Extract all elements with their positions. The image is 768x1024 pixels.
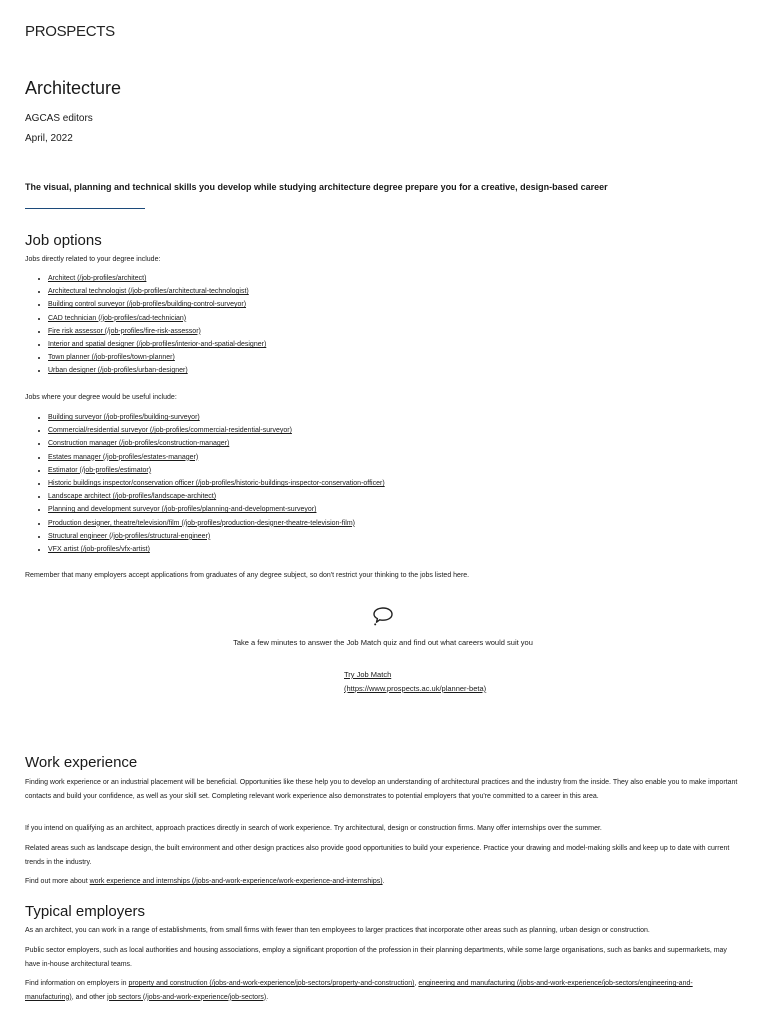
list-item [48,503,385,516]
job-sectors-link[interactable]: job sectors (/jobs-and-work-experience/job-sectors) [107,993,267,1001]
job-link[interactable]: Construction manager (/job-profiles/construction-manager) [48,440,230,448]
direct-jobs-intro: Jobs directly related to your degree include: [25,256,161,263]
typical-employers-heading: Typical employers [25,903,146,920]
work-experience-paragraph [25,875,741,889]
list-item [48,325,266,338]
property-construction-link[interactable]: property and construction (/jobs-and-work-experience/job-sectors/property-and-construction) [128,980,415,987]
job-link[interactable]: Fire risk assessor (/job-profiles/fire-risk-assessor) [48,327,201,335]
text: Find out more about [25,878,90,885]
text: . [266,993,269,1001]
list-item [48,490,385,503]
engineering-manufacturing-link[interactable]: engineering and manufacturing (/jobs-and-work-experience/job-sectors/engineering-and-manufacturing) [25,980,693,1001]
article-date: April, 2022 [25,133,73,144]
list-item [48,312,266,325]
title-divider [25,208,145,209]
job-link[interactable]: Estates manager (/job-profiles/estates-manager) [48,453,199,461]
list-item [48,477,385,490]
prospects-logo[interactable]: PROSPECTS [25,23,115,40]
text: Find information on employers in [25,980,129,987]
work-experience-paragraph: Related areas such as landscape design, the built environment and other design practices also provide good opportunities to build your experience. Practice your drawing and model-making skills and keep up to date with current trends in the industry. [25,845,730,866]
try-job-match-link[interactable]: Try Job Match (https://www.prospects.ac.uk/planner-beta) [344,670,487,693]
job-link[interactable]: Planning and development surveyor (/job-profiles/planning-and-development-surveyor) [48,506,317,514]
list-item [48,364,266,377]
article-lead: The visual, planning and technical skills you develop while studying architecture degree prepare you for a creative, design-based career [25,182,608,192]
useful-jobs-intro: Jobs where your degree would be useful include: [25,394,177,401]
job-link[interactable]: CAD technician (/job-profiles/cad-technician) [48,314,187,322]
list-item [48,351,266,364]
job-link[interactable]: Building surveyor (/job-profiles/building-surveyor) [48,414,200,421]
list-item [48,517,385,530]
text: , and other [71,993,108,1001]
job-match-text: Take a few minutes to answer the Job Match quiz and find out what careers would suit you [233,638,533,647]
list-item [48,437,385,450]
speech-bubble-icon [372,606,394,626]
any-degree-note: Remember that many employers accept applications from graduates of any degree subject, so don't restrict your thinking to the jobs listed here. [25,572,470,579]
list-item [48,411,385,424]
employers-paragraph [25,977,741,1004]
page-title: Architecture [25,78,122,98]
job-options-heading: Job options [25,232,102,249]
job-link[interactable]: Landscape architect (/job-profiles/landscape-architect) [48,493,217,501]
list-item [48,285,266,298]
job-link[interactable]: Interior and spatial designer (/job-profiles/interior-and-spatial-designer) [48,341,267,349]
job-link[interactable]: Architect (/job-profiles/architect) [48,275,147,282]
employers-paragraph: As an architect, you can work in a range of establishments, from small firms with fewer than ten employees to larger practices that incorporate other areas such as planning, urban design or construction. [25,927,650,934]
work-experience-paragraph: Finding work experience or an industrial placement will be beneficial. Opportunities like these help you to develop an understanding of architectural practices and the industry from the inside. They also enable you to make important contacts and build your confidence, as well as your skill set. Completing relevant work experience also demonstrates to potential employers that you're committed to a career in this area. [25,779,738,800]
list-item [48,272,266,285]
job-link[interactable]: Commercial/residential surveyor (/job-profiles/commercial-residential-surveyor) [48,427,292,435]
list-item [48,298,266,311]
job-link[interactable]: Estimator (/job-profiles/estimator) [48,466,152,474]
list-item [48,543,385,556]
work-experience-link[interactable]: work experience and internships (/jobs-and-work-experience/work-experience-and-internships) [89,878,383,885]
list-item [48,424,385,437]
article-author: AGCAS editors [25,113,93,124]
work-experience-heading: Work experience [25,754,138,771]
text: . [382,878,385,885]
employers-paragraph: Public sector employers, such as local authorities and housing associations, employ a significant proportion of the profession in their planning departments, while some large organisations, such as banks and supermarkets, may have in-house architectural teams. [25,947,727,968]
job-link[interactable]: Building control surveyor (/job-profiles/building-control-surveyor) [48,301,247,309]
job-link[interactable]: Urban designer (/job-profiles/urban-designer) [48,367,188,375]
direct-jobs-list [25,272,266,378]
job-link[interactable]: Historic buildings inspector/conservation officer (/job-profiles/historic-buildings-inspector-conservation-officer) [48,480,385,488]
job-link[interactable]: Production designer, theatre/television/film (/job-profiles/production-designer-theatre-television-film) [48,519,355,527]
job-link[interactable]: Town planner (/job-profiles/town-planner) [48,354,175,362]
list-item [48,530,385,543]
text: , [414,980,419,987]
job-link[interactable]: Architectural technologist (/job-profiles/architectural-technologist) [48,288,249,296]
job-link[interactable]: Structural engineer (/job-profiles/structural-engineer) [48,532,211,540]
useful-jobs-list [25,411,385,556]
list-item [48,338,266,351]
work-experience-paragraph: If you intend on qualifying as an architect, approach practices directly in search of work experience. Try architectural, design or construction firms. Many offer internships over the summer. [25,825,602,832]
list-item [48,464,385,477]
list-item [48,451,385,464]
job-link[interactable]: VFX artist (/job-profiles/vfx-artist) [48,546,150,554]
